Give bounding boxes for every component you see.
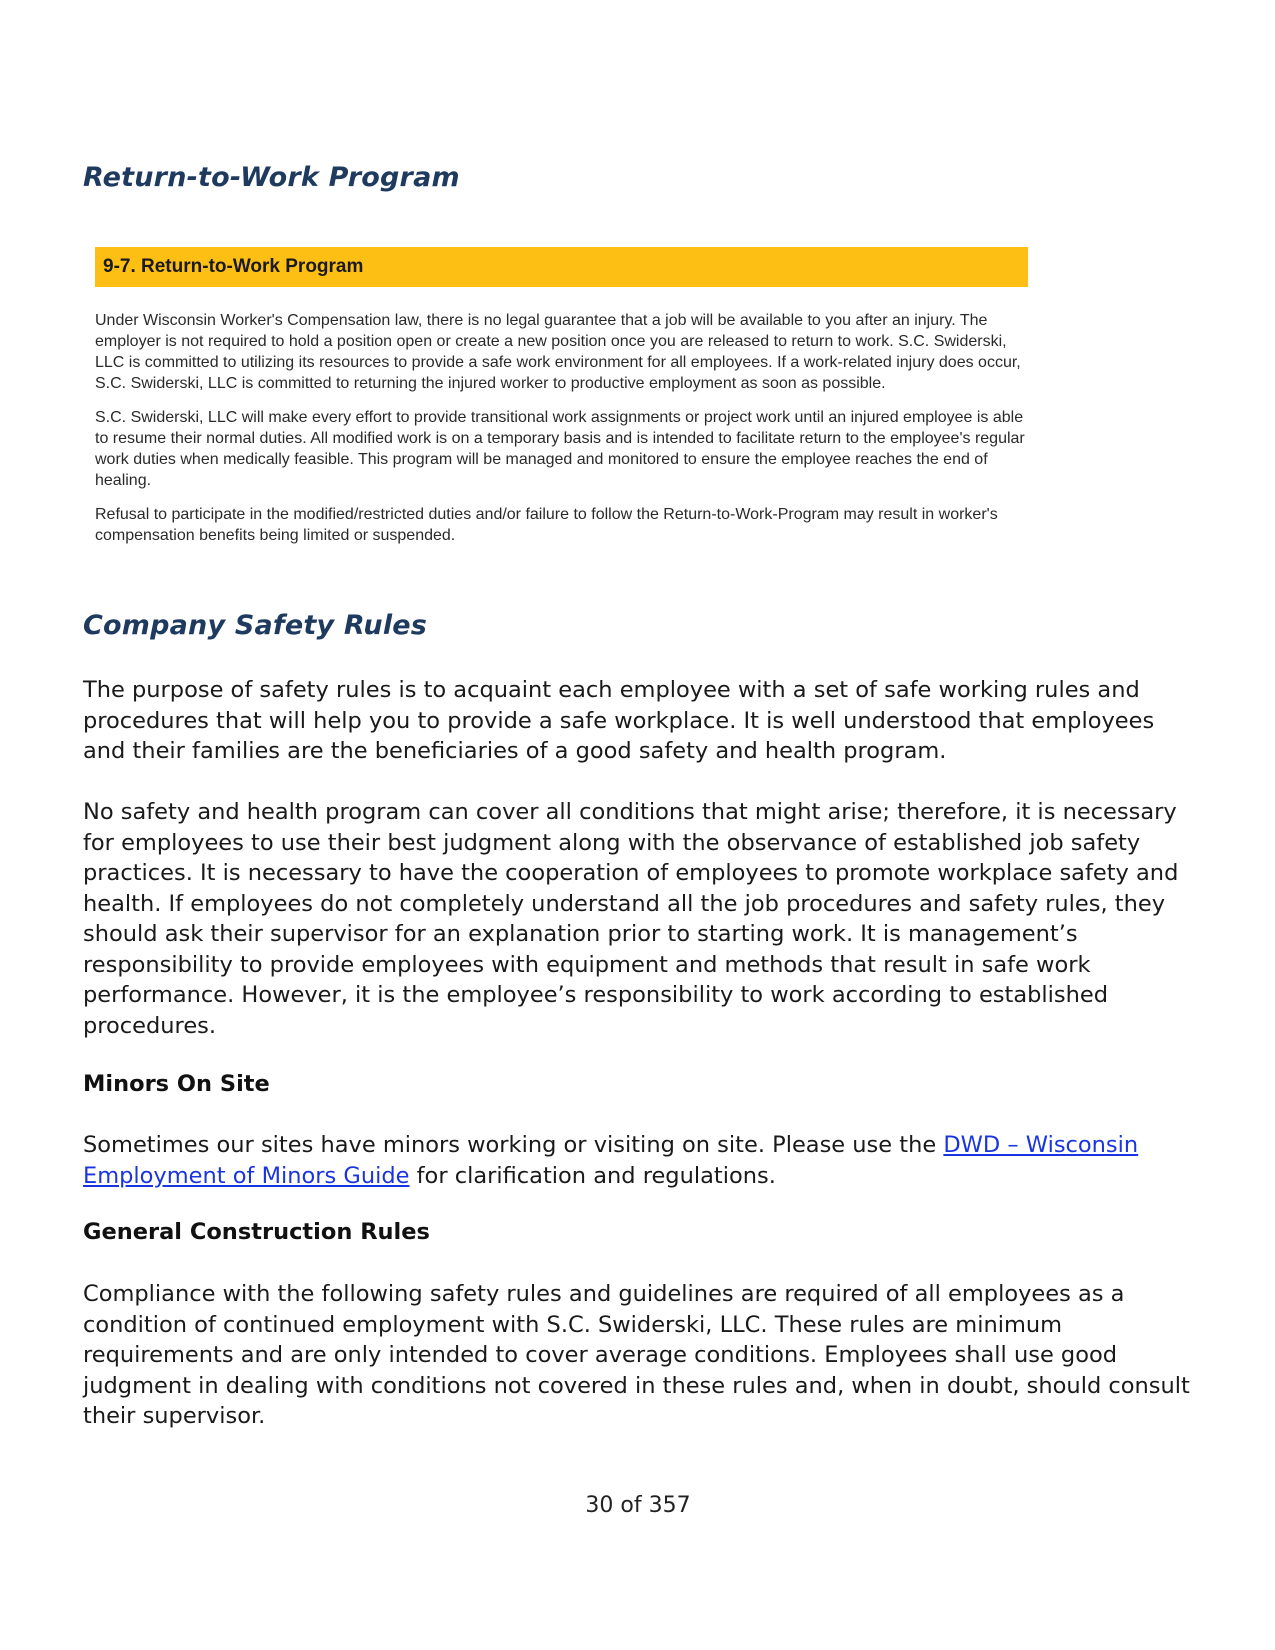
excerpt-heading-bar: 9-7. Return-to-Work Program: [95, 247, 1028, 287]
dwd-minors-guide-link[interactable]: DWD – Wisconsin Employment of Minors Guide: [83, 1132, 1139, 1189]
safety-purpose-paragraph: The purpose of safety rules is to acquaint each employee with a set of safe working rules and procedures that will help you to provide a safe workplace. It is well understood that employees and their families are the beneficiaries of a good safety and health program.: [83, 677, 1155, 764]
excerpt-paragraph: Refusal to participate in the modified/restricted duties and/or failure to follow the Return-to-Work-Program may result in worker's compensation benefits being limited or suspended.: [95, 506, 998, 544]
minors-text-before: Sometimes our sites have minors working or visiting on site. Please use the: [83, 1132, 944, 1158]
minors-on-site-paragraph: [83, 1130, 1193, 1191]
excerpt-paragraph: Under Wisconsin Worker's Compensation law, there is no legal guarantee that a job will be available to you after an injury. The employer is not required to hold a position open or create a new position once you are released to return to work. S.C. Swiderski, LLC is committed to utilizing its resources to provide a safe work environment for all employees. If a work-related injury does occur, S.C. Swiderski, LLC is committed to returning the injured worker to productive employment as soon as possible.: [95, 312, 1021, 392]
minors-text-after: for clarification and regulations.: [409, 1162, 776, 1189]
minors-on-site-heading: Minors On Site: [83, 1071, 270, 1097]
return-to-work-excerpt-image: [95, 247, 1028, 546]
page-number: 30 of 357: [585, 1493, 691, 1518]
section-title-return-to-work: Return-to-Work Program: [83, 162, 460, 193]
section-title-company-safety-rules: Company Safety Rules: [83, 610, 428, 641]
excerpt-paragraph: S.C. Swiderski, LLC will make every effort to provide transitional work assignments or project work until an injured employee is able to resume their normal duties. All modified work is on a temporary basis and is intended to facilitate return to the employee's regular work duties when medically feasible. This program will be managed and monitored to ensure the employee reaches the end of healing.: [95, 409, 1025, 489]
safety-judgment-paragraph: No safety and health program can cover all conditions that might arise; therefore, it is necessary for employees to use their best judgment along with the observance of established job safety practices. It is necessary to have the cooperation of employees to promote workplace safety and health. If employees do not completely understand all the job procedures and safety rules, they should ask their supervisor for an explanation prior to starting work. It is management’s responsibility to provide employees with equipment and methods that result in safe work performance. However, it is the employee’s responsibility to work according to established procedures.: [83, 799, 1179, 1039]
general-construction-rules-heading: General Construction Rules: [83, 1219, 430, 1245]
compliance-paragraph: Compliance with the following safety rules and guidelines are required of all employees as a condition of continued employment with S.C. Swiderski, LLC. These rules are minimum requirements and are only intended to cover average conditions. Employees shall use good judgment in dealing with conditions not covered in these rules and, when in doubt, should consult their supervisor.: [83, 1281, 1190, 1429]
